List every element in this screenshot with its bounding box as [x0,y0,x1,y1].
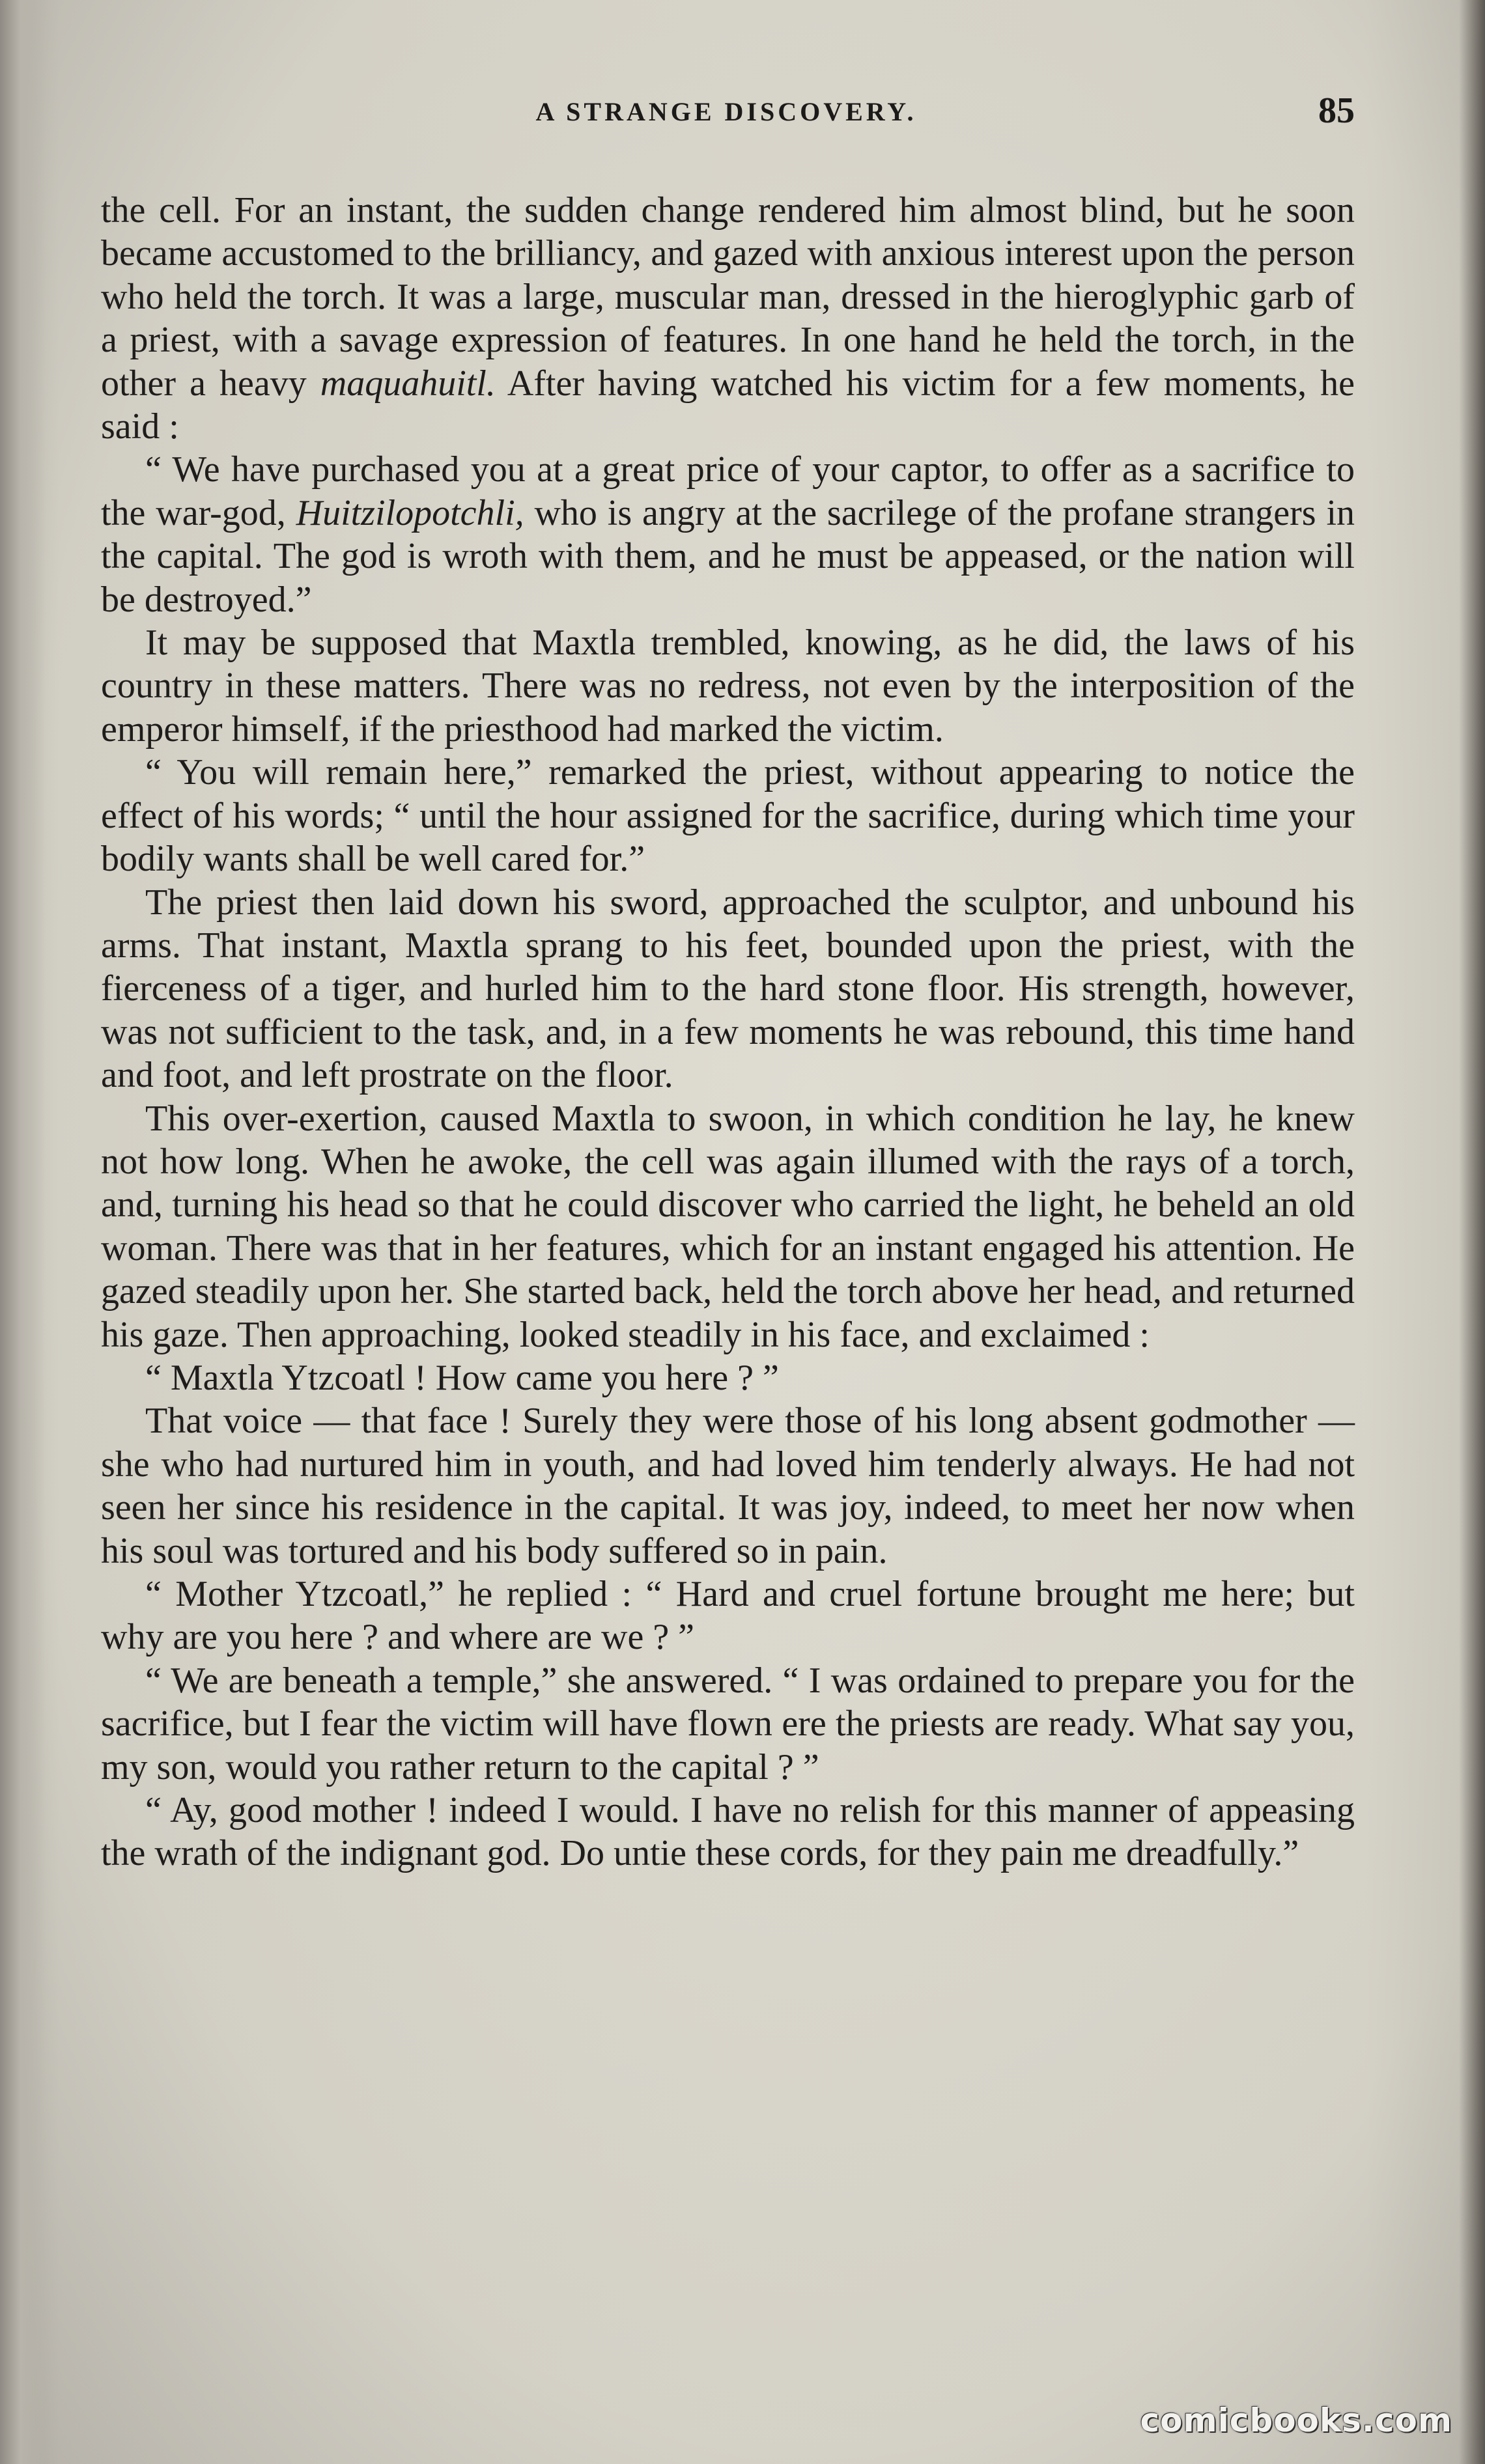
paragraph-text: The priest then laid down his sword, approached the sculptor, and unbound his arms. That instant, Maxtla sprang to his feet, bounded upon the priest, with the fierceness of a tiger, and hurled him to the hard stone floor. His strength, however, was not sufficient to the task, and, in a few moments he was rebound, this time hand and foot, and left prostrate on the floor. [101,882,1355,1096]
paragraph [101,751,1355,880]
paragraph [101,1097,1355,1356]
paragraph [101,1399,1355,1573]
paragraph-text: After having watched his victim for a few moments, he said : [101,363,1355,447]
page-header [98,90,1355,142]
paragraph [101,1659,1355,1789]
body-text [101,189,1355,1875]
paragraph-text: “ Maxtla Ytzcoatl ! How came you here ? ” [145,1357,779,1398]
paragraph-text: It may be supposed that Maxtla trembled, knowing, as he did, the laws of his country in these matters. There was no redress, not even by the interposition of the emperor himself, if the priesthood had marked the victim. [101,623,1355,749]
running-title: A STRANGE DISCOVERY. [535,97,917,126]
paragraph [101,1789,1355,1875]
italic-term: maquahuitl. [320,363,496,404]
paragraph-text: “ Mother Ytzcoatl,” he replied : “ Hard and cruel fortune brought me here; but why are you here ? and where are we ? ” [101,1574,1355,1658]
paragraph [101,881,1355,1097]
paragraph [101,189,1355,448]
paragraph-text: who is angry at the sacrilege of the profane strangers in the capital. The god is wroth with them, and he must be appeased, or the nation will be destroyed.” [101,492,1355,620]
paragraph-text: That voice — that face ! Surely they were those of his long absent godmother — she who had nurtured him in youth, and had loved him tenderly always. He had not seen her since his residence in the capital. It was joy, indeed, to meet her now when his soul was tortured and his body suffered so in pain. [101,1401,1355,1571]
paragraph-text: the cell. For an instant, the sudden change rendered him almost blind, but he soon became accustomed to the brilliancy, and gazed with anxious interest upon the person who held the torch. It was a large, muscular man, dressed in the hieroglyphic garb of a priest, with a savage expression of features. In one hand he held the torch, in the other a heavy [101,190,1355,404]
watermark: comicbooks.com [1140,2401,1452,2439]
page-edge-shadow-left [0,0,46,2464]
paragraph [101,1573,1355,1659]
paragraph-text: “ We are beneath a temple,” she answered. “ I was ordained to prepare you for the sacrifice, but I fear the victim will have flown ere the priests are ready. What say you, my son, would you rather return to the capital ? ” [101,1660,1355,1787]
paragraph-text: “ Ay, good mother ! indeed I would. I have no relish for this manner of appeasing the wrath of the indignant god. Do untie these cords, for they pain me dreadfully.” [101,1790,1355,1874]
paragraph [101,1356,1355,1399]
paragraph-text: This over-exertion, caused Maxtla to swoon, in which condition he lay, he knew not how long. When he awoke, the cell was again illumed with the rays of a torch, and, turning his head so that he could discover who carried the light, he beheld an old woman. There was that in her features, which for an instant engaged his attention. He gazed steadily upon her. She started back, held the torch above her head, and returned his gaze. Then approaching, looked steadily in his face, and exclaimed : [101,1098,1355,1355]
paragraph-text: “ You will remain here,” remarked the priest, without appearing to notice the effect of his words; “ until the hour assigned for the sacrifice, during which time your bodily wants shall be well cared for.” [101,752,1355,880]
page-edge-shadow-right [1459,0,1485,2464]
italic-term: Huitzilopotchli, [296,492,524,533]
paragraph-text: “ We have purchased you at a great price of your captor, to offer as a sacrifice to the war-god, [101,449,1355,533]
paragraph [101,621,1355,751]
paragraph [101,448,1355,621]
page-number: 85 [1318,91,1355,131]
